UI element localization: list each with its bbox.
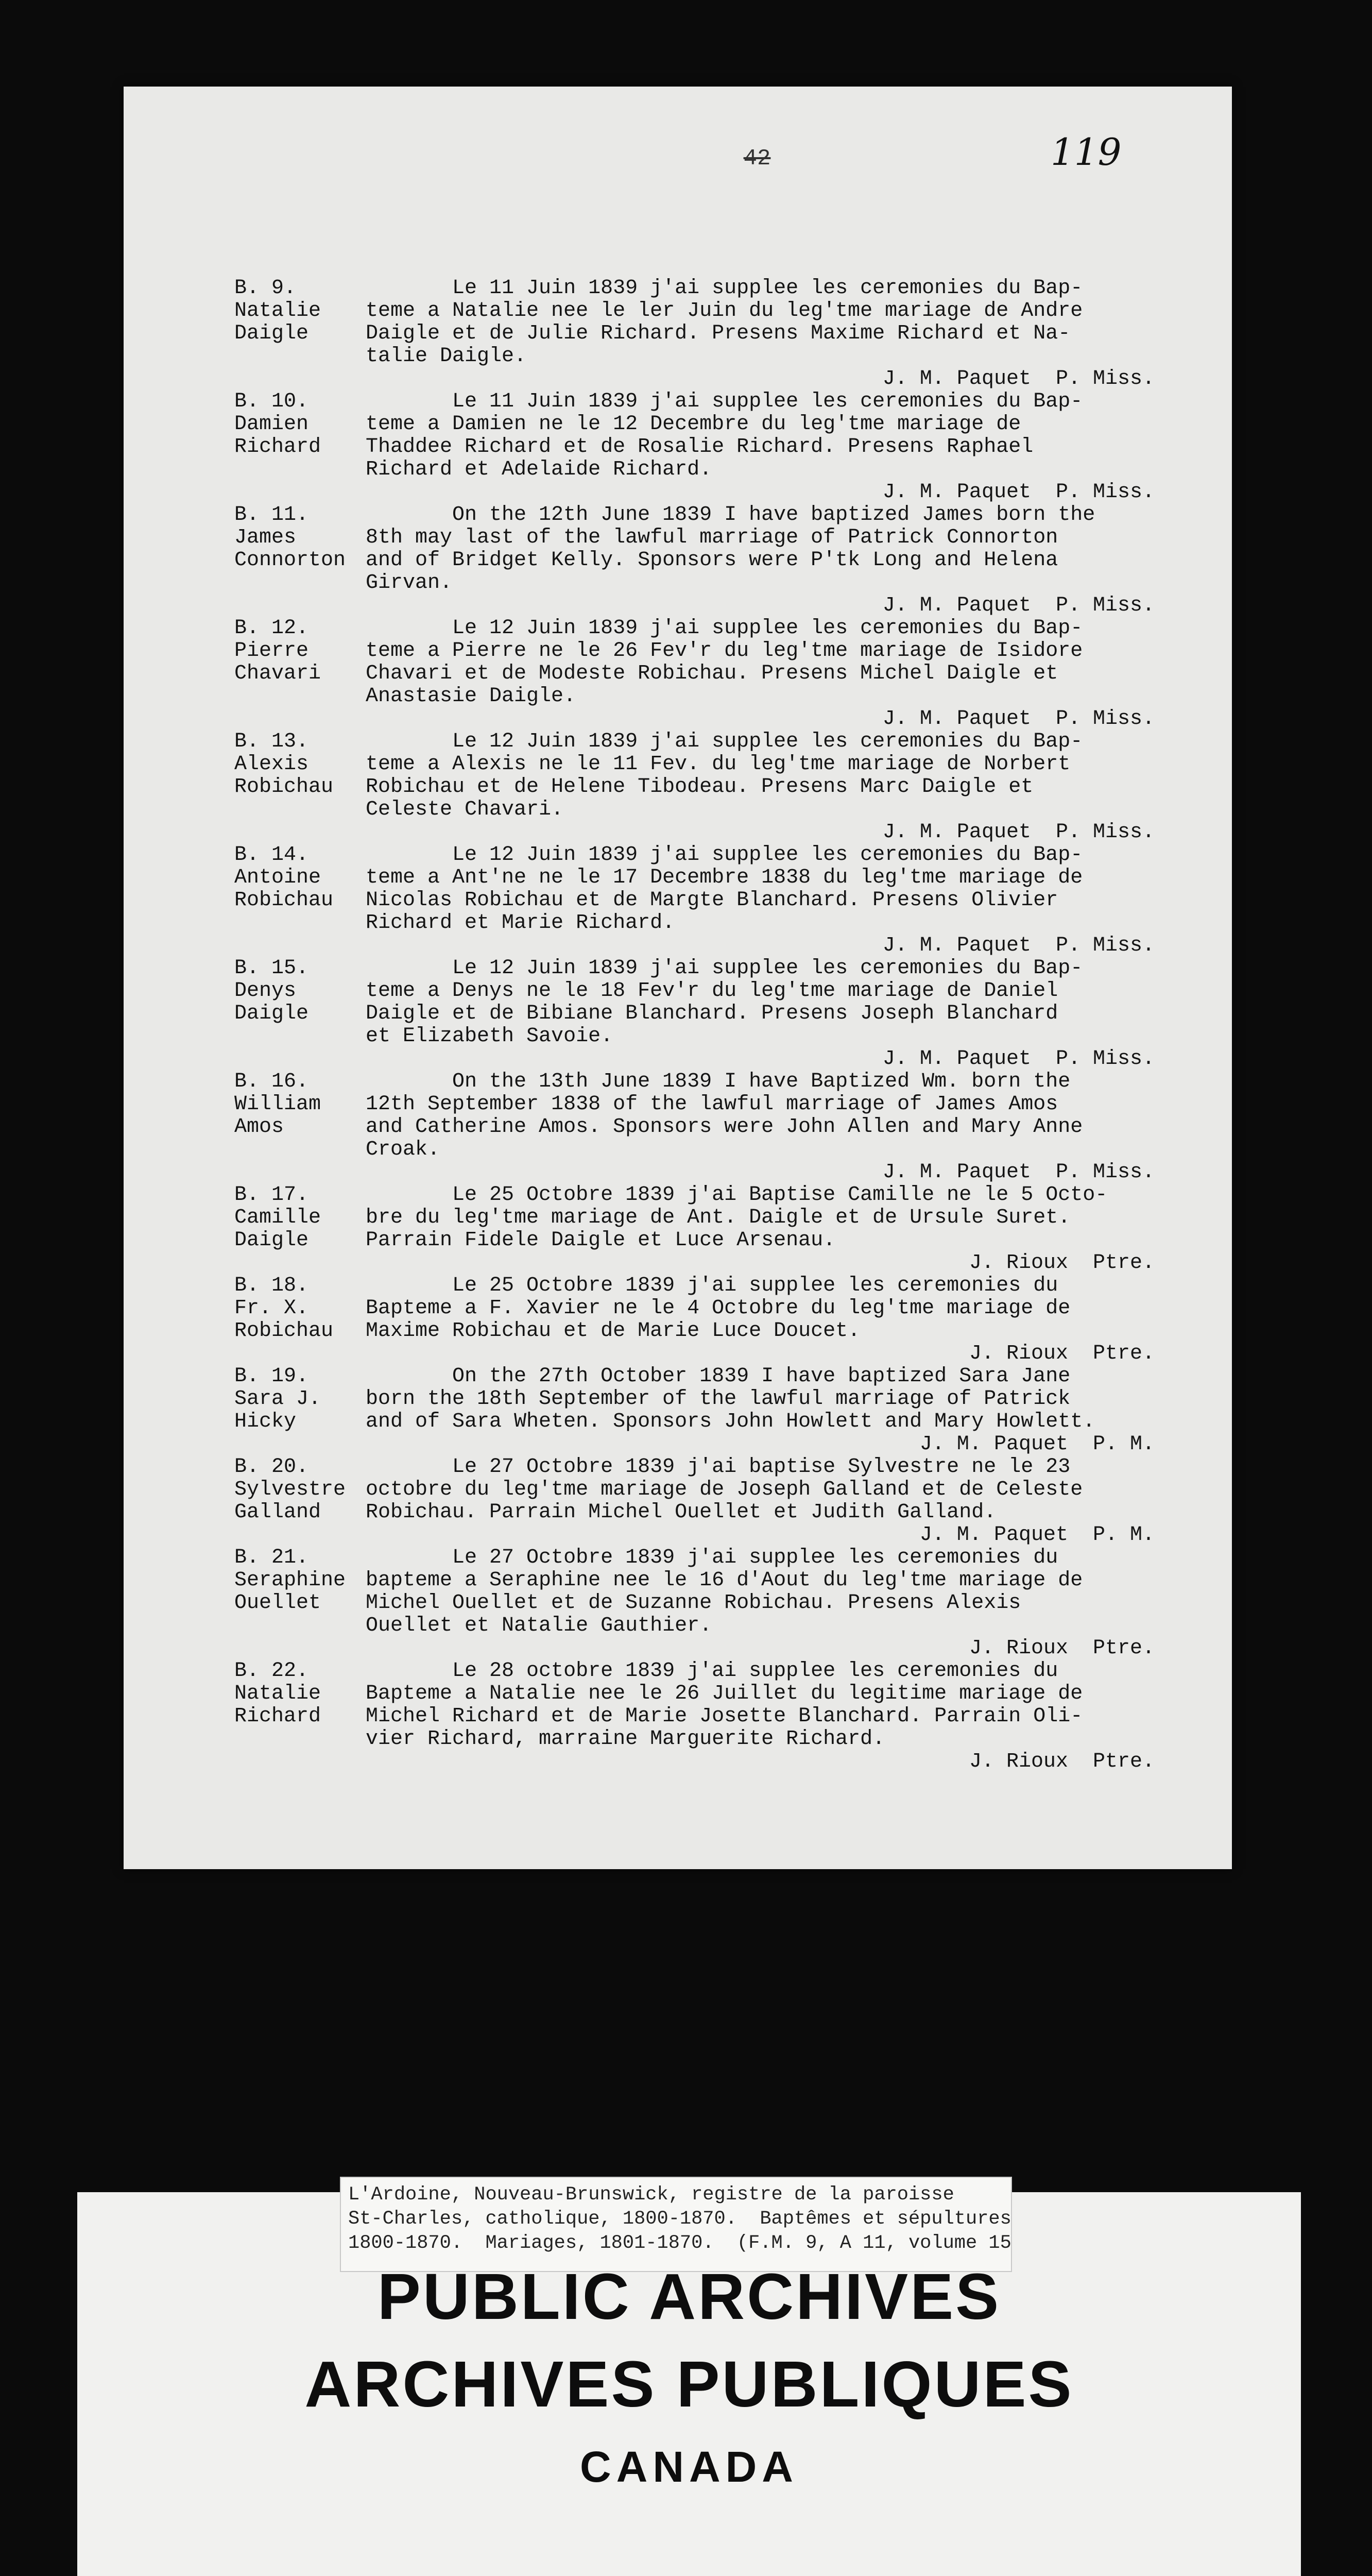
entry-margin-label: B. 17. Camille Daigle (234, 1183, 321, 1252)
archive-title-english: PUBLIC ARCHIVES (377, 2260, 1001, 2333)
entry-signature: J. M. Paquet P. Miss. (882, 707, 1155, 731)
entry-text: On the 27th October 1839 I have baptized Sara Jane born the 18th September of the lawful marriage of Patrick and of Sara Wheten. Sponsors John Howlett and Mary Howlett. (366, 1365, 1095, 1433)
entry-margin-label: B. 22. Natalie Richard (234, 1659, 321, 1728)
entry-text: Le 25 Octobre 1839 j'ai supplee les ceremonies du Bapteme a F. Xavier ne le 4 Octobre du leg'tme mariage de Maxime Robichau et de Marie Luce Doucet. (366, 1274, 1071, 1343)
entry-text: Le 11 Juin 1839 j'ai supplee les ceremonies du Bap- teme a Natalie nee le ler Juin du leg'tme mariage de Andre Daigle et de Julie Richard. Presens Maxime Richard et Na- talie Daigle. (366, 277, 1083, 368)
folio-number: 119 (1051, 130, 1122, 174)
entry-text: On the 13th June 1839 I have Baptized Wm. born the 12th September 1838 of the lawful marriage of James Amos and Catherine Amos. Sponsors were John Allen and Mary Anne Croak. (366, 1070, 1083, 1161)
entry-margin-label: B. 10. Damien Richard (234, 390, 321, 459)
entry-signature: J. M. Paquet P. M. (919, 1433, 1155, 1456)
entry-margin-label: B. 13. Alexis Robichau (234, 730, 334, 799)
entry-signature: J. Rioux Ptre. (969, 1342, 1155, 1365)
archive-reference-label: L'Ardoine, Nouveau-Brunswick, registre de la paroisse St-Charles, catholique, 1800-1870. Baptêmes et sépultures 1800-1870. Mariages, 1801-1870. (F.M. 9, A 11, volume 15 (340, 2177, 1012, 2272)
entry-signature: J. Rioux Ptre. (969, 1750, 1155, 1773)
entry-margin-label: B. 9. Natalie Daigle (234, 277, 321, 345)
entry-text: Le 25 Octobre 1839 j'ai Baptise Camille ne le 5 Octo- bre du leg'tme mariage de Ant. Daigle et de Ursule Suret. Parrain Fidele Daigle et Luce Arsenau. (366, 1183, 1108, 1252)
entry-margin-label: B. 16. William Amos (234, 1070, 321, 1139)
entry-signature: J. M. Paquet P. Miss. (882, 594, 1155, 617)
page-number: 42 (743, 146, 771, 172)
entry-text: Le 12 Juin 1839 j'ai supplee les ceremonies du Bap- teme a Denys ne le 18 Fev'r du leg'tme mariage de Daniel Daigle et de Bibiane Blanchard. Presens Joseph Blanchard et Elizabeth Savoie. (366, 957, 1083, 1048)
entry-text: Le 12 Juin 1839 j'ai supplee les ceremonies du Bap- teme a Alexis ne le 11 Fev. du leg'tme mariage de Norbert Robichau et de Helene Tibodeau. Presens Marc Daigle et Celeste Chavari. (366, 730, 1083, 821)
entry-signature: J. M. Paquet P. Miss. (882, 1161, 1155, 1184)
entry-text: On the 12th June 1839 I have baptized James born the 8th may last of the lawful marriage of Patrick Connorton and of Bridget Kelly. Sponsors were P'tk Long and Helena Girvan. (366, 503, 1095, 595)
archive-card (77, 2184, 1301, 2576)
entry-margin-label: B. 15. Denys Daigle (234, 957, 309, 1025)
entry-signature: J. M. Paquet P. M. (919, 1523, 1155, 1547)
entry-margin-label: B. 21. Seraphine Ouellet (234, 1546, 346, 1615)
entry-text: Le 12 Juin 1839 j'ai supplee les ceremonies du Bap- teme a Ant'ne ne le 17 Decembre 1838 du leg'tme mariage de Nicolas Robichau et de Margte Blanchard. Presens Olivier Richard et Marie Richard. (366, 843, 1083, 935)
entry-signature: J. Rioux Ptre. (969, 1251, 1155, 1275)
register-page (124, 87, 1232, 1869)
archive-title-french: ARCHIVES PUBLIQUES (304, 2348, 1074, 2420)
entry-text: Le 12 Juin 1839 j'ai supplee les ceremonies du Bap- teme a Pierre ne le 26 Fev'r du leg'tme mariage de Isidore Chavari et de Modeste Robichau. Presens Michel Daigle et Anastasie Daigle. (366, 617, 1083, 708)
entry-signature: J. M. Paquet P. Miss. (882, 1047, 1155, 1071)
entry-text: Le 11 Juin 1839 j'ai supplee les ceremonies du Bap- teme a Damien ne le 12 Decembre du leg'tme mariage de Thaddee Richard et de Rosalie Richard. Presens Raphael Richard et Adelaide Richard. (366, 390, 1083, 481)
entry-margin-label: B. 14. Antoine Robichau (234, 843, 334, 912)
entry-margin-label: B. 18. Fr. X. Robichau (234, 1274, 334, 1343)
entry-margin-label: B. 19. Sara J. Hicky (234, 1365, 321, 1433)
entry-signature: J. M. Paquet P. Miss. (882, 821, 1155, 844)
entry-margin-label: B. 20. Sylvestre Galland (234, 1455, 346, 1524)
entry-text: Le 27 Octobre 1839 j'ai baptise Sylvestre ne le 23 octobre du leg'tme mariage de Joseph Galland et de Celeste Robichau. Parrain Michel Ouellet et Judith Galland. (366, 1455, 1083, 1524)
entry-signature: J. M. Paquet P. Miss. (882, 481, 1155, 504)
entry-signature: J. M. Paquet P. Miss. (882, 934, 1155, 957)
archive-country: CANADA (580, 2443, 798, 2491)
entry-text: Le 28 octobre 1839 j'ai supplee les ceremonies du Bapteme a Natalie nee le 26 Juillet du legitime mariage de Michel Richard et de Marie Josette Blanchard. Parrain Oli- vier Richard, marraine Marguerite Richard. (366, 1659, 1083, 1751)
entry-margin-label: B. 11. James Connorton (234, 503, 346, 572)
entry-signature: J. Rioux Ptre. (969, 1637, 1155, 1660)
entry-signature: J. M. Paquet P. Miss. (882, 367, 1155, 391)
entry-margin-label: B. 12. Pierre Chavari (234, 617, 321, 685)
entry-text: Le 27 Octobre 1839 j'ai supplee les ceremonies du bapteme a Seraphine nee le 16 d'Aout du leg'tme mariage de Michel Ouellet et de Suzanne Robichau. Presens Alexis Ouellet et Natalie Gauthier. (366, 1546, 1083, 1637)
